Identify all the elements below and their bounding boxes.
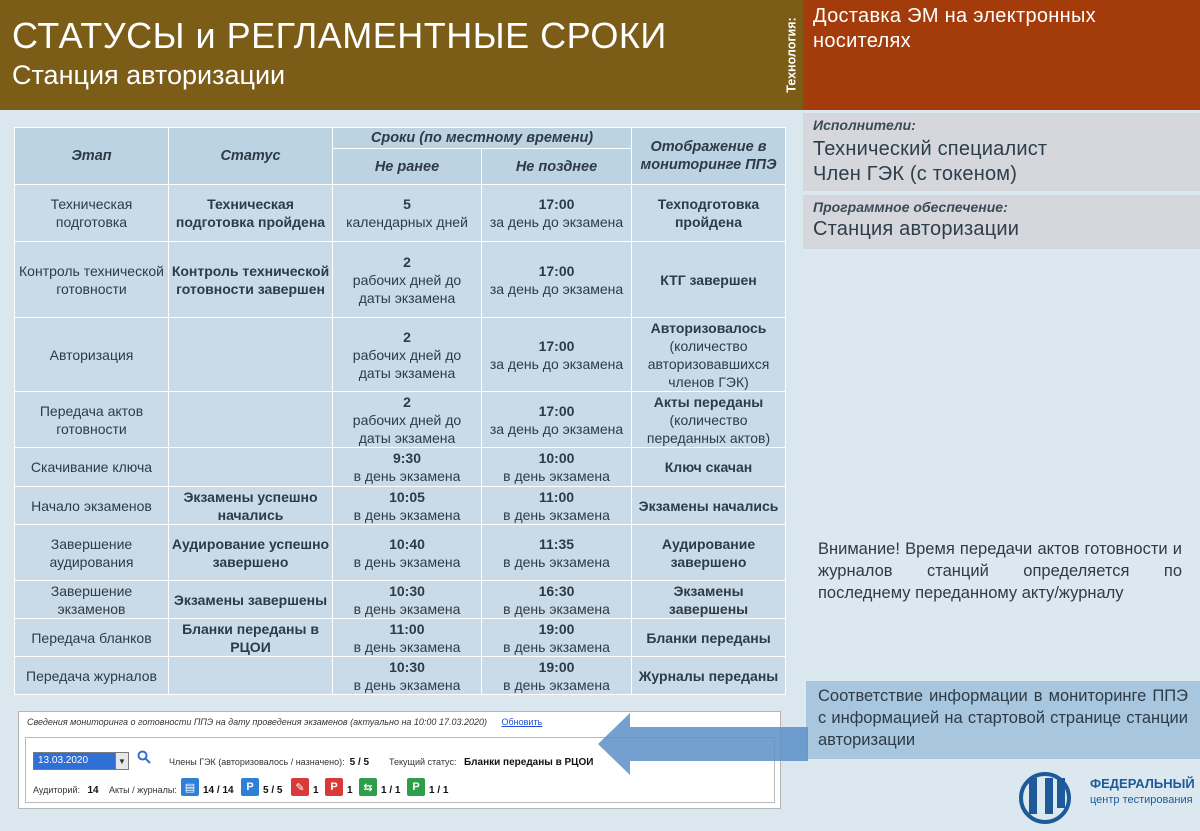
na-num: 19:00: [538, 658, 575, 675]
cell-not-before: [333, 487, 482, 525]
display-bold: Техподготовка пройдена: [657, 196, 760, 230]
cell-not-after: [482, 392, 632, 448]
na-num: 16:30: [538, 582, 575, 599]
status-row: [389, 757, 593, 768]
technology-label-text: Технология:: [785, 17, 800, 93]
p-green-count: 1 / 1: [429, 785, 449, 796]
nb-text: в день экзамена: [353, 506, 461, 523]
printer-count: 14 / 14: [203, 785, 234, 796]
cell-stage: Скачивание ключа: [15, 448, 169, 487]
table-row: [15, 242, 786, 318]
na-text: за день до экзамена: [489, 355, 624, 372]
software-block: [803, 195, 1200, 249]
executors-line1: Технический специалист: [813, 138, 1048, 160]
nb-num: 10:30: [389, 582, 425, 599]
scan-red-icon: ✎: [291, 778, 309, 796]
technology-label: [781, 0, 803, 110]
header-not-before: Не ранее: [333, 149, 482, 185]
p-red-icon: P: [325, 778, 343, 796]
nb-text: в день экзамена: [353, 600, 461, 617]
display-bold: КТГ завершен: [660, 271, 757, 288]
na-text: за день до экзамена: [489, 214, 624, 230]
logo-line1: ФЕДЕРАЛЬНЫЙ: [1090, 776, 1195, 791]
cell-not-before: [333, 242, 482, 318]
p-green-icon: P: [407, 778, 425, 796]
cell-status: Техническая подготовка пройдена: [169, 185, 333, 242]
cell-display: [632, 448, 786, 487]
technology-value: Доставка ЭМ на электронных носителях: [803, 0, 1200, 110]
cell-not-after: [482, 657, 632, 695]
display-bold: Экзамены завершены: [668, 582, 749, 617]
display-bold: Экзамены начались: [638, 497, 779, 514]
software-label: Программное обеспечение:: [813, 199, 1008, 215]
na-text: за день до экзамена: [489, 420, 624, 437]
na-num: 17:00: [538, 337, 575, 354]
date-select[interactable]: 13.03.2020: [33, 752, 129, 770]
cell-not-after: [482, 448, 632, 487]
cell-not-after: [482, 581, 632, 619]
nb-num: 5: [403, 196, 411, 212]
display-bold: Авторизовалось: [650, 319, 767, 336]
cell-status: [169, 318, 333, 392]
table-row: [15, 581, 786, 619]
p-red-count: 1: [347, 785, 353, 796]
members-label: Члены ГЭК (авторизовалось / назначено):: [169, 757, 345, 767]
na-text: за день до экзамена: [489, 280, 624, 297]
p-blue-icon: P: [241, 778, 259, 796]
nb-text: рабочих дней до даты экзамена: [352, 346, 462, 381]
na-text: в день экзамена: [503, 553, 610, 570]
cell-display: [632, 657, 786, 695]
na-text: в день экзамена: [503, 638, 610, 655]
deadlines-table: [14, 127, 786, 695]
cell-display: [632, 487, 786, 525]
cell-not-before: [333, 525, 482, 581]
table-row: [15, 619, 786, 657]
nb-text: в день экзамена: [353, 468, 461, 484]
na-num: 10:00: [538, 450, 575, 466]
cell-display: [632, 525, 786, 581]
cell-not-before: [333, 657, 482, 695]
nb-num: 11:00: [389, 620, 425, 637]
nb-text: в день экзамена: [353, 553, 461, 570]
members-row: [169, 757, 369, 768]
nb-num: 2: [403, 393, 411, 410]
cell-stage: Техническая подготовка: [15, 185, 169, 242]
nb-text: в день экзамена: [353, 638, 461, 655]
cell-status: [169, 657, 333, 695]
nb-num: 2: [403, 253, 411, 270]
cell-not-before: [333, 581, 482, 619]
cell-status: Контроль технической готовности завершен: [169, 242, 333, 318]
printer-icon: ▤: [181, 778, 199, 796]
na-text: в день экзамена: [503, 506, 610, 523]
cell-stage: Контроль технической готовности: [15, 242, 169, 318]
na-text: в день экзамена: [503, 676, 610, 693]
nb-num: 2: [403, 328, 411, 345]
display-bold: Журналы переданы: [638, 667, 779, 684]
executors-label: Исполнители:: [813, 117, 916, 133]
page-title: СТАТУСЫ и РЕГЛАМЕНТНЫЕ СРОКИ: [12, 15, 667, 56]
logo-line2: центр тестирования: [1090, 794, 1193, 806]
display-bold: Аудирование завершено: [661, 535, 756, 570]
cell-not-after: [482, 185, 632, 242]
cell-not-after: [482, 242, 632, 318]
na-text: в день экзамена: [503, 600, 610, 617]
refresh-link[interactable]: Обновить: [501, 717, 543, 727]
widget-caption-text: Сведения мониторинга о готовности ППЭ на дату проведения экзаменов (актуально на 10:00 17.03.2020): [27, 717, 487, 727]
executors-block: [803, 113, 1200, 191]
nb-text: рабочих дней до даты экзамена: [352, 271, 462, 306]
arrow-left-icon: [598, 713, 808, 775]
transfer-green-count: 1 / 1: [381, 785, 401, 796]
cell-stage: Передача бланков: [15, 619, 169, 657]
cell-not-before: [333, 619, 482, 657]
cell-display: [632, 242, 786, 318]
cell-not-before: [333, 392, 482, 448]
table-row: [15, 525, 786, 581]
na-num: 17:00: [538, 402, 575, 419]
na-text: в день экзамена: [503, 468, 610, 484]
cell-stage: Начало экзаменов: [15, 487, 169, 525]
cell-status: [169, 392, 333, 448]
members-value: 5 / 5: [349, 757, 370, 768]
na-num: 11:35: [538, 535, 575, 552]
cell-display: [632, 318, 786, 392]
cell-not-after: [482, 318, 632, 392]
table-row: [15, 657, 786, 695]
cell-stage: Передача журналов: [15, 657, 169, 695]
cell-not-before: [333, 185, 482, 242]
nb-text: рабочих дней до даты экзамена: [352, 411, 462, 446]
header-stage: Этап: [15, 128, 169, 185]
cell-stage: Завершение экзаменов: [15, 581, 169, 619]
acts-label: Акты / журналы:: [109, 785, 177, 795]
auditories-label: Аудиторий:: [33, 785, 80, 795]
display-bold: Бланки переданы: [646, 629, 771, 646]
scan-red-count: 1: [313, 785, 319, 796]
cell-display: [632, 619, 786, 657]
nb-num: 10:05: [389, 488, 425, 505]
cell-status: Аудирование успешно завершено: [169, 525, 333, 581]
table-row: [15, 392, 786, 448]
display-bold: Акты переданы: [653, 393, 764, 410]
nb-num: 10:40: [389, 535, 425, 552]
table-row: [15, 448, 786, 487]
cell-stage: Передача актов готовности: [15, 392, 169, 448]
display-note: (количество переданных актов): [646, 411, 771, 446]
display-note: (количество авторизовавшихся членов ГЭК): [647, 337, 770, 390]
table-row: [15, 185, 786, 242]
software-value: Станция авторизации: [813, 218, 1020, 240]
na-num: 17:00: [538, 196, 575, 212]
header-display: Отображение в мониторинге ППЭ: [632, 128, 786, 185]
nb-num: 9:30: [392, 450, 422, 466]
cell-display: [632, 392, 786, 448]
executors-line2: Член ГЭК (с токеном): [813, 163, 1018, 185]
header-deadlines: Сроки (по местному времени): [333, 128, 632, 149]
page-subtitle: Станция авторизации: [12, 60, 286, 90]
cell-status: Экзамены завершены: [169, 581, 333, 619]
chevron-down-icon[interactable]: ▼: [115, 752, 129, 770]
cell-not-before: [333, 318, 482, 392]
cell-stage: Авторизация: [15, 318, 169, 392]
cell-status: Экзамены успешно начались: [169, 487, 333, 525]
cell-display: [632, 185, 786, 242]
cell-status: [169, 448, 333, 487]
header-status: Статус: [169, 128, 333, 185]
header-not-after: Не позднее: [482, 149, 632, 185]
info-box: Соответствие информации в мониторинге ППЭ с информацией на стартовой странице станции авторизации: [806, 681, 1200, 759]
cell-not-after: [482, 525, 632, 581]
cell-not-after: [482, 619, 632, 657]
nb-num: 10:30: [389, 658, 425, 675]
cell-not-before: [333, 448, 482, 487]
cell-status: Бланки переданы в РЦОИ: [169, 619, 333, 657]
cell-stage: Завершение аудирования: [15, 525, 169, 581]
status-label: Текущий статус:: [389, 757, 457, 767]
auditories-row: [33, 785, 99, 796]
nb-text: в день экзамена: [353, 676, 461, 693]
table-row: [15, 318, 786, 392]
na-num: 19:00: [538, 620, 575, 637]
header-banner: [0, 0, 781, 110]
nb-text: календарных дней: [346, 214, 468, 230]
display-bold: Ключ скачан: [664, 459, 753, 475]
cell-display: [632, 581, 786, 619]
cell-not-after: [482, 487, 632, 525]
table-row: [15, 487, 786, 525]
auditories-value: 14: [87, 785, 99, 796]
transfer-green-icon: ⇆: [359, 778, 377, 796]
na-num: 11:00: [538, 488, 575, 505]
widget-caption: [27, 717, 542, 727]
status-value: Бланки переданы в РЦОИ: [463, 757, 594, 768]
na-num: 17:00: [538, 262, 575, 279]
p-blue-count: 5 / 5: [263, 785, 283, 796]
search-icon[interactable]: [137, 750, 151, 767]
attention-note: Внимание! Время передачи актов готовности и журналов станций определяется по последнему переданному акту/журналу: [818, 540, 1182, 602]
